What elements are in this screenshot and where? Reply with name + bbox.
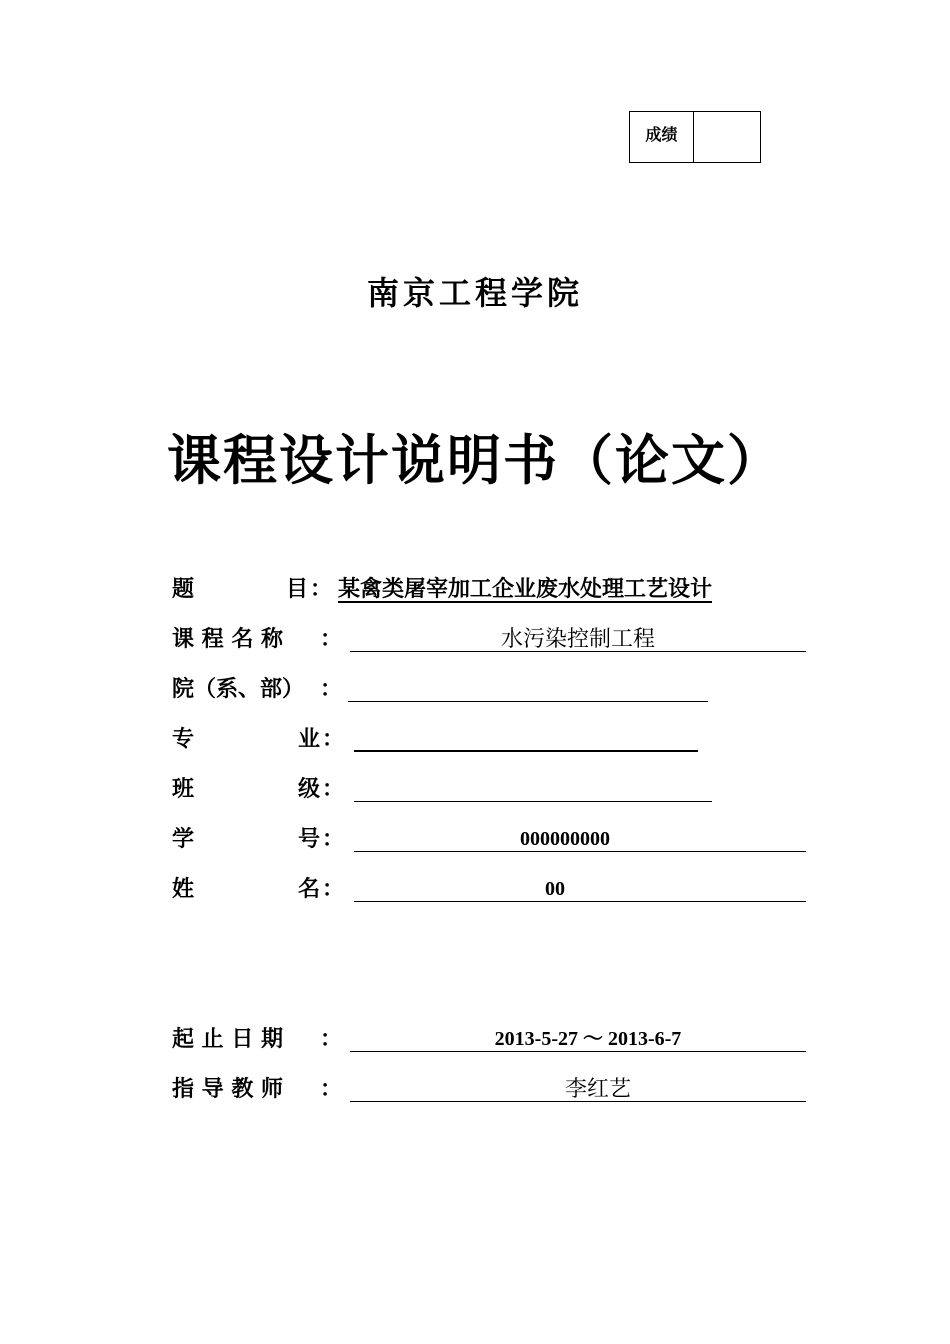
field-class-label-b: 级 — [298, 776, 321, 802]
field-major-colon: ： — [322, 726, 345, 752]
field-major — [172, 722, 812, 756]
field-name-label-a: 姓 — [172, 876, 195, 902]
field-name-label-b: 名 — [298, 876, 321, 902]
field-course-colon: ： — [320, 626, 343, 652]
document-title: 课程设计说明书（论文） — [167, 429, 783, 492]
field-student-id-label-b: 号 — [298, 826, 321, 852]
field-major-value[interactable] — [354, 722, 698, 752]
grade-value[interactable] — [694, 112, 760, 162]
grade-label: 成绩 — [630, 112, 694, 162]
field-department-label: 院（系、部） — [172, 676, 305, 702]
field-major-label-a: 专 — [172, 726, 195, 752]
field-student-id-label-a: 学 — [172, 826, 195, 852]
field-course-label: 课 程 名 称 — [172, 626, 283, 652]
field-topic — [172, 572, 812, 606]
field-student-id — [172, 822, 812, 856]
field-course — [172, 622, 812, 656]
field-name-value[interactable]: 00 — [354, 872, 806, 902]
field-advisor-colon: ： — [320, 1076, 343, 1102]
field-class-colon: ： — [322, 776, 345, 802]
field-course-value[interactable]: 水污染控制工程 — [350, 622, 806, 652]
field-advisor-value[interactable]: 李红艺 — [350, 1072, 806, 1102]
field-department-value[interactable] — [348, 672, 708, 702]
field-dates-value[interactable]: 2013-5-27 ～ 2013-6-7 — [350, 1022, 806, 1052]
field-department — [172, 672, 812, 706]
field-dates — [172, 1022, 812, 1056]
field-department-colon: ： — [320, 676, 343, 702]
field-class-value[interactable] — [354, 772, 712, 802]
field-topic-label-b: 目 — [286, 576, 309, 602]
field-class — [172, 772, 812, 806]
field-class-label-a: 班 — [172, 776, 195, 802]
field-topic-label-a: 题 — [172, 576, 195, 602]
field-student-id-value[interactable]: 000000000 — [354, 822, 806, 852]
field-advisor — [172, 1072, 812, 1106]
grade-box — [629, 111, 761, 163]
field-topic-colon: ： — [310, 576, 333, 602]
field-student-id-colon: ： — [322, 826, 345, 852]
school-name: 南京工程学院 — [366, 274, 583, 312]
field-topic-value[interactable]: 某禽类屠宰加工企业废水处理工艺设计 — [338, 576, 713, 602]
field-dates-label: 起 止 日 期 — [172, 1026, 283, 1052]
field-dates-colon: ： — [320, 1026, 343, 1052]
field-advisor-label: 指 导 教 师 — [172, 1076, 283, 1102]
field-name-colon: ： — [322, 876, 345, 902]
field-name — [172, 872, 812, 906]
field-major-label-b: 业 — [298, 726, 321, 752]
